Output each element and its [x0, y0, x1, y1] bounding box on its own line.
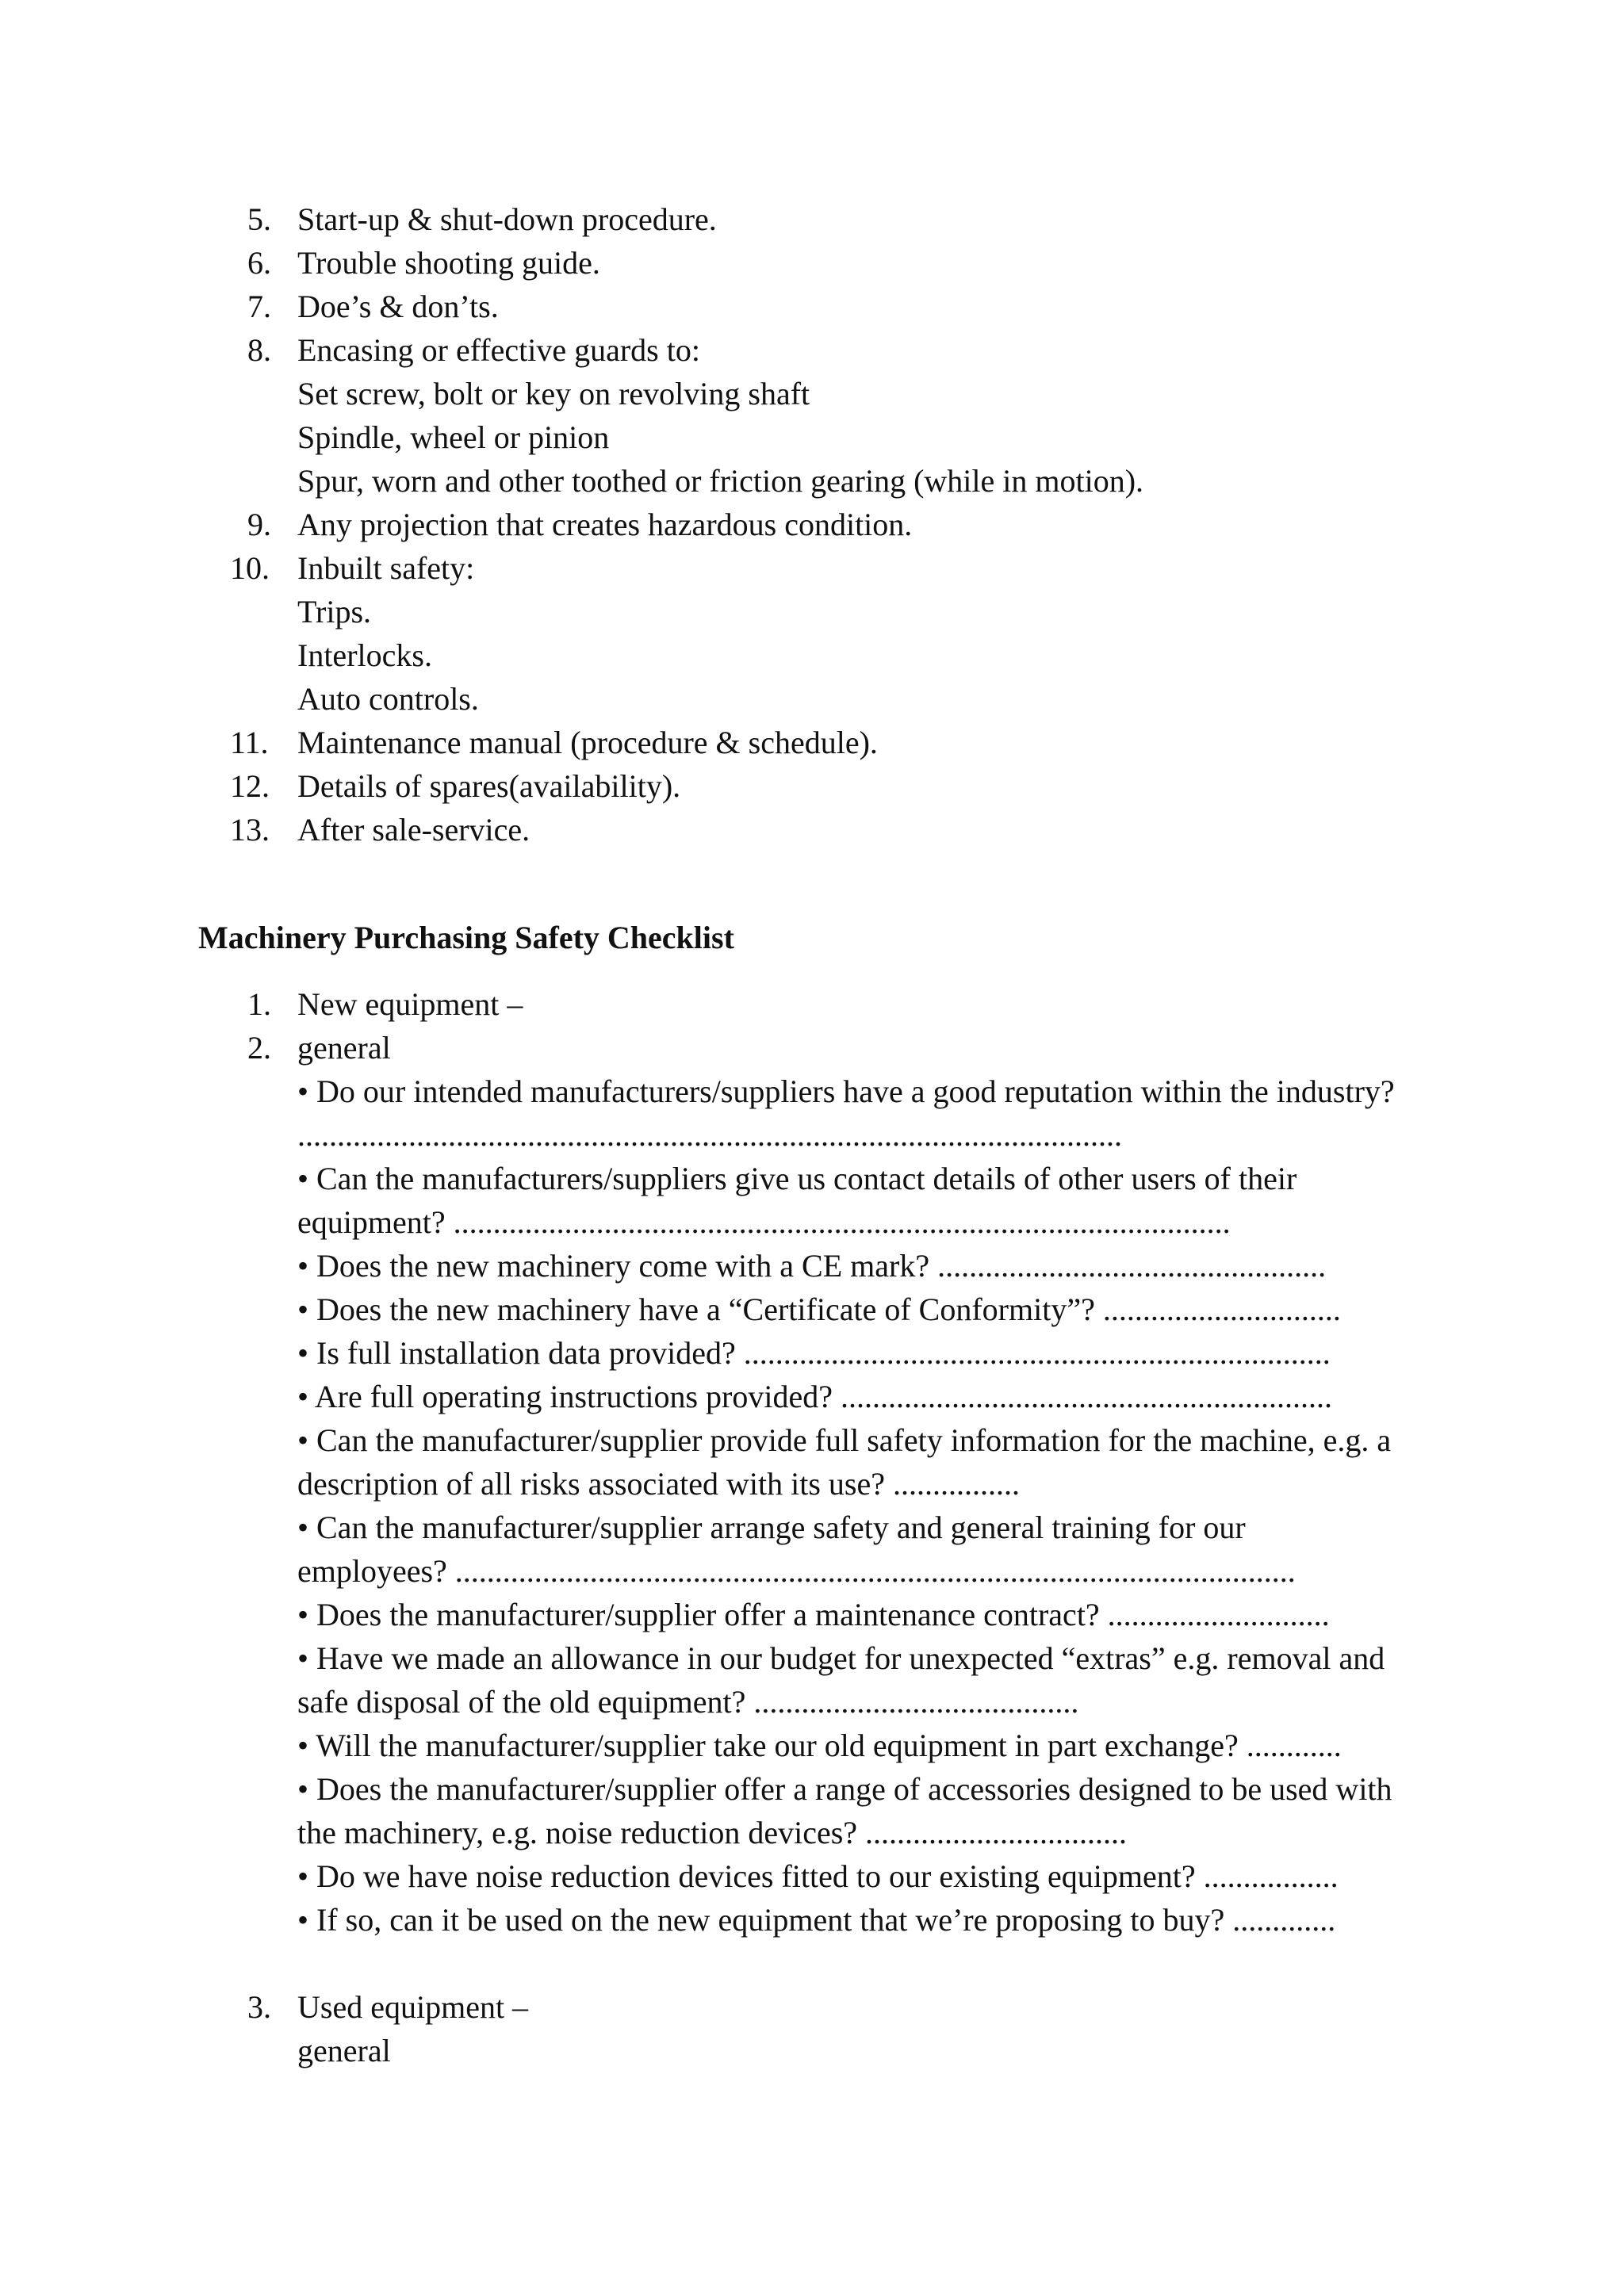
list-number: 8. [247, 332, 271, 368]
list-item-text: New equipment – [297, 986, 523, 1022]
list-number: 2. [247, 1030, 271, 1066]
checklist-question: • Are full operating instructions provided? .............................................................. [297, 1379, 1332, 1414]
checklist-question: • Can the manufacturer/supplier provide full safety information for the machine, e.g. a [297, 1422, 1392, 1458]
checklist-question-cont: equipment? .................................................................................................. [297, 1204, 1231, 1240]
checklist-question: • Does the manufacturer/supplier offer a maintenance contract? ............................ [297, 1597, 1330, 1632]
list-number: 12. [230, 768, 270, 804]
list-item-text: Used equipment – [297, 1989, 529, 2025]
list-item-text: Inbuilt safety: [297, 550, 475, 586]
list-item-text: Maintenance manual (procedure & schedule). [297, 725, 878, 760]
list-number: 13. [230, 812, 270, 848]
checklist-question: • Can the manufacturers/suppliers give us contact details of other users of their [297, 1161, 1297, 1196]
checklist-question: • Will the manufacturer/supplier take our old equipment in part exchange? ............ [297, 1728, 1342, 1763]
checklist-question: • Do our intended manufacturers/suppliers have a good reputation within the industry? [297, 1073, 1395, 1109]
list-number: 3. [247, 1989, 271, 2025]
list-item-text: general [297, 1030, 391, 1066]
checklist-question: • Can the manufacturer/supplier arrange safety and general training for our [297, 1510, 1246, 1545]
list-item-subline: Spindle, wheel or pinion [297, 419, 610, 455]
list-item-text: After sale-service. [297, 812, 530, 848]
checklist-question-cont: the machinery, e.g. noise reduction devices? ................................. [297, 1815, 1128, 1850]
list-number: 10. [230, 550, 270, 586]
list-number: 5. [247, 201, 271, 237]
list-item-subline: general [297, 2033, 391, 2068]
list-item-subline: Set screw, bolt or key on revolving shaft [297, 376, 810, 411]
checklist-question: • Have we made an allowance in our budget for unexpected “extras” e.g. removal and [297, 1640, 1385, 1676]
list-number: 7. [247, 289, 271, 324]
list-number: 9. [247, 507, 271, 542]
checklist-question: • Do we have noise reduction devices fitted to our existing equipment? ................. [297, 1858, 1339, 1894]
list-item-subline: Trips. [297, 594, 372, 629]
list-number: 1. [247, 986, 271, 1022]
checklist-question: • Is full installation data provided? .......................................................................... [297, 1335, 1331, 1371]
list-item-text: Trouble shooting guide. [297, 245, 600, 281]
list-item-subline: Interlocks. [297, 637, 432, 673]
list-item-text: Details of spares(availability). [297, 768, 681, 804]
checklist-question: • Does the manufacturer/supplier offer a range of accessories designed to be used with [297, 1771, 1392, 1807]
checklist-question-cont: description of all risks associated with its use? ................ [297, 1466, 1020, 1502]
list-item-text: Doe’s & don’ts. [297, 289, 499, 324]
list-number: 6. [247, 245, 271, 281]
checklist-question: • Does the new machinery have a “Certificate of Conformity”? .............................. [297, 1292, 1341, 1327]
list-item-text: Encasing or effective guards to: [297, 332, 700, 368]
checklist-question-cont: employees? .......................................................................................................... [297, 1553, 1296, 1589]
list-item-text: Start-up & shut-down procedure. [297, 201, 717, 237]
answer-dots: ........................................................................................................ [297, 1117, 1122, 1153]
list-item-subline: Spur, worn and other toothed or friction gearing (while in motion). [297, 463, 1144, 499]
checklist-question: • Does the new machinery come with a CE mark? ................................................. [297, 1248, 1327, 1284]
checklist-question: • If so, can it be used on the new equipment that we’re proposing to buy? ............. [297, 1902, 1336, 1938]
list-number: 11. [230, 725, 269, 760]
list-item-text: Any projection that creates hazardous condition. [297, 507, 913, 542]
list-item-subline: Auto controls. [297, 681, 479, 717]
section-heading: Machinery Purchasing Safety Checklist [198, 920, 734, 955]
checklist-question-cont: safe disposal of the old equipment? ......................................... [297, 1684, 1079, 1720]
